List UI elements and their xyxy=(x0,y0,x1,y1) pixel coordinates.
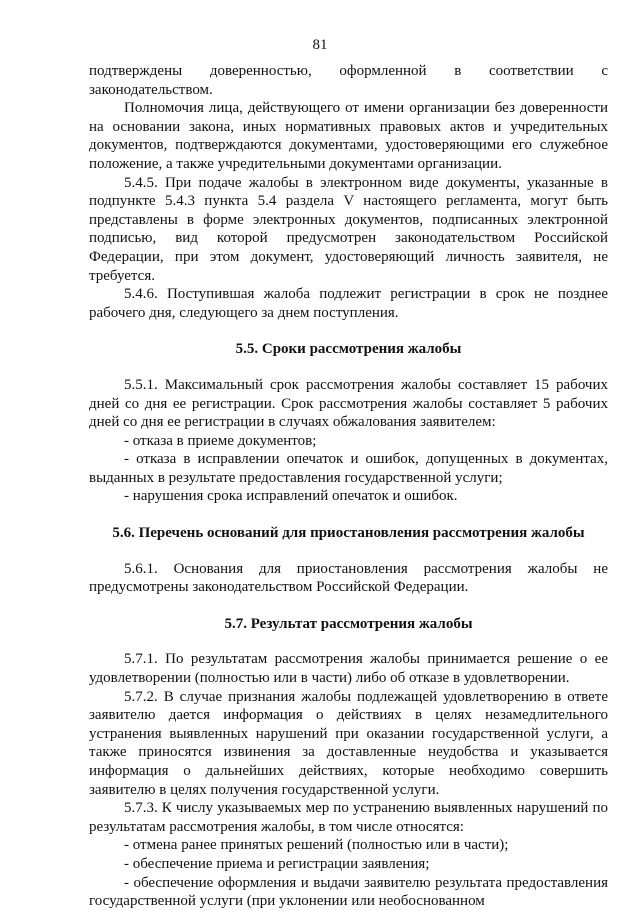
list-item-5-7-c: - обеспечение оформления и выдачи заявителю результата предоставления государственной услуги (при уклонении или необоснованном xyxy=(89,874,608,910)
heading-5-6: 5.6. Перечень оснований для приостановления рассмотрения жалобы xyxy=(112,525,585,542)
page-number: 81 xyxy=(312,37,328,53)
paragraph-authority: Полномочия лица, действующего от имени организации без доверенности на основании закона, иных нормативных правовых актов и учредительных документов, подтверждаются документами, удостоверяющими его служебное положение, а также учредительными документами организации. xyxy=(89,100,608,172)
paragraph-5-7-1: 5.7.1. По результатам рассмотрения жалобы принимается решение о ее удовлетворении (полностью или в части) либо об отказе в удовлетворении. xyxy=(89,651,608,687)
page-content xyxy=(89,62,608,911)
list-item-5-5-c: - нарушения срока исправлений опечаток и ошибок. xyxy=(124,488,458,505)
list-item-5-5-b: - отказа в исправлении опечаток и ошибок, допущенных в документах, выданных в результате предоставления государственной услуги; xyxy=(89,451,608,486)
list-item-5-7-b: - обеспечение приема и регистрации заявления; xyxy=(124,855,430,872)
paragraph-5-7-2: 5.7.2. В случае признания жалобы подлежащей удовлетворению в ответе заявителю дается информация о действиях в целях незамедлительного устранения выявленных нарушений при оказании государственной услуги, а также приносятся извинения за доставленные неудобства и указывается информация о дальнейших действиях, которые необходимо совершить заявителю в целях получения государственной услуги. xyxy=(89,688,608,798)
paragraph-continuation: подтверждены доверенностью, оформленной в соответствии с законодательством. xyxy=(89,63,608,98)
list-item-5-7-a: - отмена ранее принятых решений (полностью или в части); xyxy=(124,837,509,854)
heading-5-5: 5.5. Сроки рассмотрения жалобы xyxy=(235,341,462,358)
list-item-5-5-a: - отказа в приеме документов; xyxy=(124,432,317,449)
paragraph-5-5-1: 5.5.1. Максимальный срок рассмотрения жалобы составляет 15 рабочих дней со дня ее регистрации. Срок рассмотрения жалобы составляет 5 рабочих дней со дня ее регистрации в случаях обжалования заявителем: xyxy=(89,376,608,431)
heading-5-7: 5.7. Результат рассмотрения жалобы xyxy=(224,615,473,632)
paragraph-5-4-5: 5.4.5. При подаче жалобы в электронном виде документы, указанные в подпункте 5.4.3 пункта 5.4 раздела V настоящего регламента, могут быть представлены в форме электронных документов, подписанных электронной подписью, вид которой предусмотрен законодательством Российской Федерации, при этом документ, удостоверяющий личность заявителя, не требуется. xyxy=(89,174,608,284)
paragraph-5-4-6: 5.4.6. Поступившая жалоба подлежит регистрации в срок не позднее рабочего дня, следующего за днем поступления. xyxy=(89,286,608,321)
paragraph-5-7-3: 5.7.3. К числу указываемых мер по устранению выявленных нарушений по результатам рассмотрения жалобы, в том числе относятся: xyxy=(89,800,608,835)
paragraph-5-6-1: 5.6.1. Основания для приостановления рассмотрения жалобы не предусмотрены законодательством Российской Федерации. xyxy=(89,560,608,596)
